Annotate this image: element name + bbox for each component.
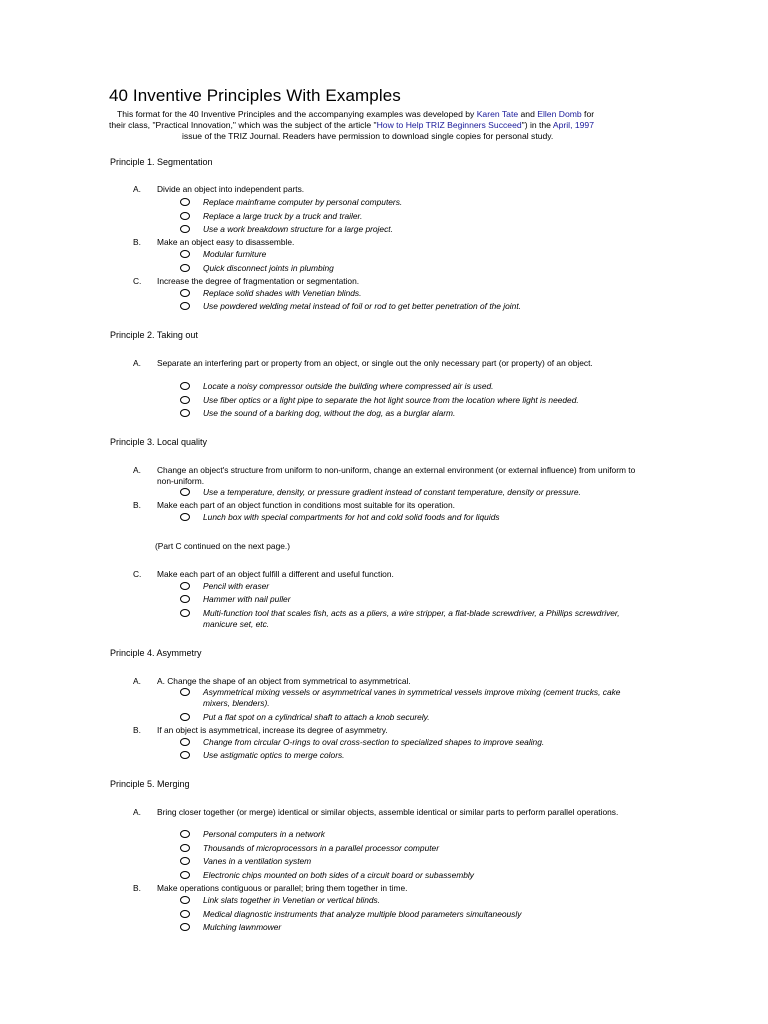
bullet-circle-icon <box>180 910 190 918</box>
bullet-circle-icon <box>180 609 190 617</box>
item-letter: B. <box>133 725 141 735</box>
principle-4-example: Use astigmatic optics to merge colors. <box>203 750 345 760</box>
item-letter: C. <box>133 569 142 579</box>
principle-4-example: Asymmetrical mixing vessels or asymmetrical vanes in symmetrical vessels improve mixing (cement trucks, cake mixers, blenders). <box>203 687 621 708</box>
bullet-circle-icon <box>180 713 190 721</box>
principle-1-item-a: Divide an object into independent parts. <box>157 184 305 194</box>
principle-4-item-a: A. Change the shape of an object from symmetrical to asymmetrical. <box>157 676 411 686</box>
principle-3-heading: Principle 3. Local quality <box>110 437 208 447</box>
principle-1-heading: Principle 1. Segmentation <box>110 157 213 167</box>
item-letter: B. <box>133 237 141 247</box>
page-title: 40 Inventive Principles With Examples <box>109 86 401 105</box>
principle-5-item-a: Bring closer together (or merge) identical or similar objects, assemble identical or similar parts to perform parallel operations. <box>157 807 619 817</box>
principle-1-example: Use powdered welding metal instead of foil or rod to get better penetration of the joint. <box>203 301 521 311</box>
principle-5-example: Electronic chips mounted on both sides of a circuit board or subassembly <box>203 870 474 880</box>
bullet-circle-icon <box>180 225 190 233</box>
item-letter: A. <box>133 184 141 194</box>
item-letter: A. <box>133 807 141 817</box>
principle-2-example: Locate a noisy compressor outside the building where compressed air is used. <box>203 381 494 391</box>
item-letter: A. <box>133 358 141 368</box>
principle-3-example: Multi-function tool that scales fish, acts as a pliers, a wire stripper, a flat-blade screwdriver, a Phillips screwdriver, manicure set, etc. <box>203 608 620 629</box>
principle-5-example: Medical diagnostic instruments that analyze multiple blood parameters simultaneously <box>203 909 522 919</box>
principle-3-item-a: Change an object's structure from uniform to non-uniform, change an external environment (or external influence) from uniform to non-uniform. <box>157 465 636 486</box>
item-letter: C. <box>133 276 142 286</box>
principle-5-example: Link slats together in Venetian or vertical blinds. <box>203 895 381 905</box>
principle-3-item-c: Make each part of an object fulfill a different and useful function. <box>157 569 394 579</box>
bullet-circle-icon <box>180 302 190 310</box>
bullet-circle-icon <box>180 382 190 390</box>
principle-5-example: Thousands of microprocessors in a parallel processor computer <box>203 843 440 853</box>
principle-1-item-b: Make an object easy to disassemble. <box>157 237 295 247</box>
item-letter: A. <box>133 465 141 475</box>
bullet-circle-icon <box>180 844 190 852</box>
article-link[interactable]: How to Help TRIZ Beginners Succeed <box>376 120 522 130</box>
principle-1-example: Replace solid shades with Venetian blinds. <box>203 288 362 298</box>
item-letter: A. <box>133 676 141 686</box>
bullet-circle-icon <box>180 212 190 220</box>
bullet-circle-icon <box>180 688 190 696</box>
principle-5-heading: Principle 5. Merging <box>110 779 190 789</box>
principle-3-item-b: Make each part of an object function in conditions most suitable for its operation. <box>157 500 455 510</box>
principle-1-example: Replace a large truck by a truck and trailer. <box>203 211 363 221</box>
principle-5-example: Vanes in a ventilation system <box>203 856 312 866</box>
principle-5-example: Personal computers in a network <box>203 829 325 839</box>
intro-line-1: This format for the 40 Inventive Principles and the accompanying examples was developed by Karen Tate and Ellen Domb for <box>117 109 595 119</box>
principle-3-example: Hammer with nail puller <box>203 594 291 604</box>
principle-3-example: Pencil with eraser <box>203 581 270 591</box>
issue-link[interactable]: April, 1997 <box>552 120 594 130</box>
bullet-circle-icon <box>180 264 190 272</box>
bullet-circle-icon <box>180 582 190 590</box>
intro-line-2: their class, "Practical Innovation," which was the subject of the article "How to Help TRIZ Beginners Succeed") in the April, 1997 <box>109 120 594 130</box>
principle-2-heading: Principle 2. Taking out <box>110 330 198 340</box>
intro-line-3: issue of the TRIZ Journal. Readers have permission to download single copies for personal study. <box>182 131 554 141</box>
bullet-circle-icon <box>180 871 190 879</box>
bullet-circle-icon <box>180 595 190 603</box>
principle-1-example: Modular furniture <box>203 249 267 259</box>
principle-4-item-b: If an object is asymmetrical, increase its degree of asymmetry. <box>157 725 388 735</box>
author-link-ellen-domb[interactable]: Ellen Domb <box>537 109 582 119</box>
bullet-circle-icon <box>180 857 190 865</box>
bullet-circle-icon <box>180 409 190 417</box>
author-link-karen-tate[interactable]: Karen Tate <box>476 109 519 119</box>
principle-4-example: Put a flat spot on a cylindrical shaft to attach a knob securely. <box>203 712 430 722</box>
continuation-note: (Part C continued on the next page.) <box>155 541 291 551</box>
bullet-circle-icon <box>180 250 190 258</box>
principle-3-example: Use a temperature, density, or pressure gradient instead of constant temperature, density or pressure. <box>203 487 581 497</box>
principle-2-example: Use the sound of a barking dog, without the dog, as a burglar alarm. <box>203 408 456 418</box>
item-letter: B. <box>133 883 141 893</box>
principle-2-example: Use fiber optics or a light pipe to separate the hot light source from the location where light is needed. <box>203 395 579 405</box>
principle-5-item-b: Make operations contiguous or parallel; bring them together in time. <box>157 883 408 893</box>
bullet-circle-icon <box>180 488 190 496</box>
bullet-circle-icon <box>180 830 190 838</box>
principle-4-example: Change from circular O-rings to oval cross-section to specialized shapes to improve sealing. <box>203 737 545 747</box>
principle-5-example: Mulching lawnmower <box>203 922 282 932</box>
principle-1-item-c: Increase the degree of fragmentation or segmentation. <box>157 276 360 286</box>
bullet-circle-icon <box>180 396 190 404</box>
bullet-circle-icon <box>180 751 190 759</box>
bullet-circle-icon <box>180 198 190 206</box>
principle-2-item-a: Separate an interfering part or property from an object, or single out the only necessary part (or property) of an object. <box>157 358 593 368</box>
bullet-circle-icon <box>180 513 190 521</box>
principle-1-example: Replace mainframe computer by personal computers. <box>203 197 403 207</box>
bullet-circle-icon <box>180 896 190 904</box>
principle-3-example: Lunch box with special compartments for hot and cold solid foods and for liquids <box>203 512 500 522</box>
intro-paragraph <box>109 109 659 142</box>
bullet-circle-icon <box>180 923 190 931</box>
bullet-circle-icon <box>180 738 190 746</box>
item-letter: B. <box>133 500 141 510</box>
principle-4-heading: Principle 4. Asymmetry <box>110 648 202 658</box>
bullet-circle-icon <box>180 289 190 297</box>
principle-1-example: Quick disconnect joints in plumbing <box>203 263 334 273</box>
principle-1-example: Use a work breakdown structure for a large project. <box>203 224 393 234</box>
